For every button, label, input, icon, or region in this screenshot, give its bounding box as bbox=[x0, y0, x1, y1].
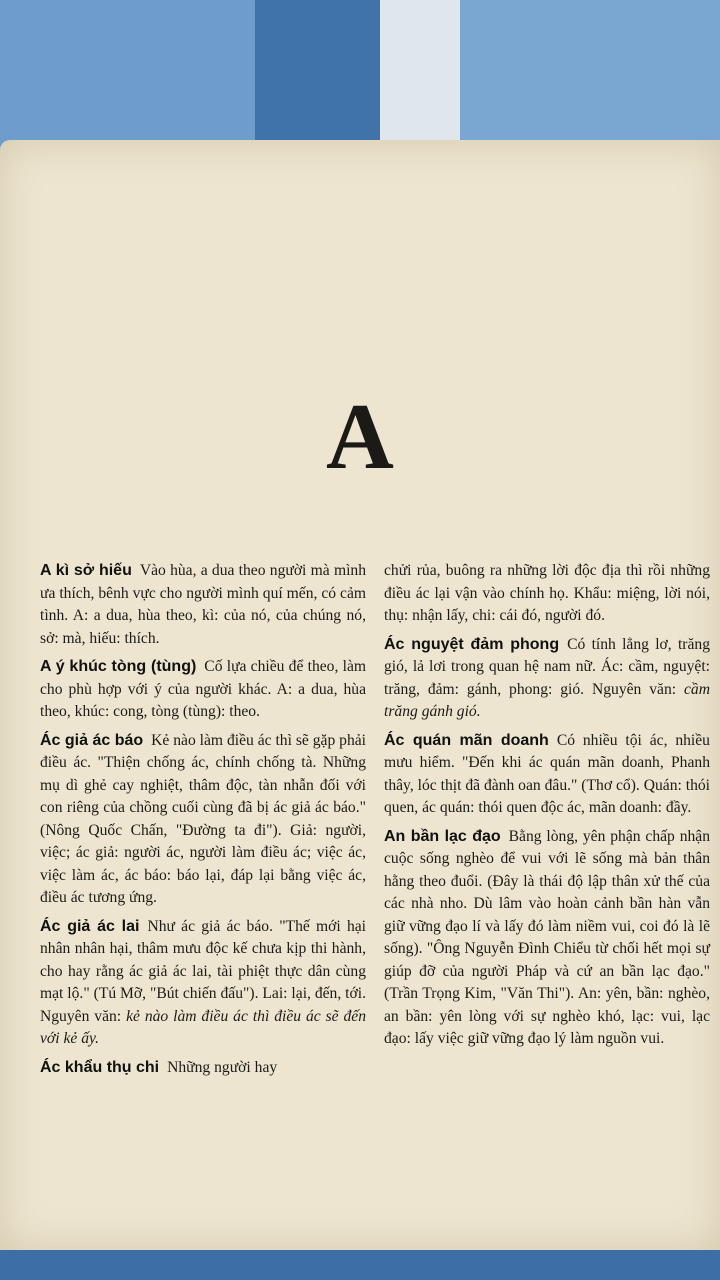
background-wall-dark bbox=[255, 0, 380, 155]
entry-definition: Có nhiều tội ác, nhiều mưu hiểm. "Đến khi ác quán mãn doanh, Phanh thây, lóc thịt đã đành oan đâu." (Thơ cổ). Quán: thói quen, ác quán: thói quen độc ác, mãn doanh: đầy. bbox=[384, 731, 710, 816]
book-page bbox=[0, 140, 720, 1250]
right-column bbox=[384, 560, 710, 1057]
background-table bbox=[0, 1248, 720, 1280]
entry-definition: Vào hùa, a dua theo người mà mình ưa thích, bênh vực cho người mình quí mến, có cảm tình. A: a dua, hùa theo, kì: của nó, của chúng nó, sở: mà, hiếu: thích. bbox=[40, 562, 366, 647]
entry-headword: A ý khúc tòng (tùng) bbox=[40, 658, 197, 675]
entry-example: cầm trăng gánh gió. bbox=[384, 680, 710, 720]
dictionary-entry bbox=[384, 730, 710, 820]
entry-headword: A kì sở hiếu bbox=[40, 562, 132, 579]
entry-headword: Ác giả ác báo bbox=[40, 731, 144, 749]
entry-definition: Cố lựa chiều để theo, làm cho phù hợp với ý của người khác. A: a dua, hùa theo, khúc: cong, tòng (tùng): theo. bbox=[40, 658, 367, 720]
left-column bbox=[40, 560, 366, 1085]
dictionary-entry bbox=[40, 1057, 366, 1080]
entry-definition: Như ác giả ác báo. "Thế mới hại nhân nhân hại, thâm mưu độc kế chưa kịp thi hành, cho hay rằng ác giả ác lai, tài phiệt thực dân cùng mạt lộ." (Tú Mỡ, "Bút chiến đấu"). Lai: lại, đến, tới. Nguyên văn: bbox=[40, 917, 366, 1025]
dictionary-entry-continued bbox=[384, 560, 710, 628]
entry-example: kẻ nào làm điều ác thì điều ác sẽ đến với kẻ ấy. bbox=[40, 1007, 366, 1047]
entry-definition: Những người hay bbox=[167, 1058, 278, 1076]
dictionary-entry bbox=[384, 826, 710, 1051]
entry-definition: Bằng lòng, yên phận chấp nhận cuộc sống nghèo để vui với lẽ sống mà bản thân hằng theo đuổi. (Đây là thái độ lập thân xử thế của các nhà nho. Dù lâm vào hoàn cảnh bần hàn vẫn giữ vững đạo lí và lấy đó làm niềm vui, coi đó là lẽ sống). "Ông Nguyễn Đình Chiểu từ chối hết mọi sự giúp đỡ của người Pháp và cứ an bần lạc đạo." (Trần Trọng Kim, "Văn Thi"). An: yên, bần: nghèo, an bần: yên lòng với sự nghèo khó, lạc: vui, lạc đạo: lấy việc giữ vững đạo lý làm nguồn vui. bbox=[384, 827, 711, 1047]
entry-headword: An bần lạc đạo bbox=[384, 827, 501, 845]
dictionary-entry bbox=[40, 916, 366, 1051]
entry-definition: Có tính lẳng lơ, trăng gió, lả lơi trong quan hệ nam nữ. Ác: cầm, nguyệt: trăng, đảm: gánh, phong: gió. Nguyên văn: bbox=[384, 635, 710, 698]
dictionary-entry bbox=[40, 730, 366, 910]
entry-definition: Kẻ nào làm điều ác thì sẽ gặp phải điều ác. "Thiện chống ác, chính chống tà. Những mụ dì ghẻ cay nghiệt, thâm độc, tàn nhẫn đối với con riêng của chồng cuối cùng đã bị ác giả ác báo." (Nông Quốc Chấn, "Đường ta đi"). Giả: người, việc; ác giả: người ác, người làm điều ác; việc ác, việc làm ác, ác báo: báo lại, đáp lại bằng việc ác, điều ác tương ứng. bbox=[40, 731, 366, 906]
dictionary-entry bbox=[40, 560, 366, 650]
dictionary-entry bbox=[40, 656, 366, 724]
dictionary-entry bbox=[384, 634, 710, 724]
entry-definition: chửi rủa, buông ra những lời độc địa thì rồi những điều ác lại vận vào chính họ. Khẩu: miệng, lời nói, thụ: nhận lấy, chi: cái đó, người đó. bbox=[384, 562, 710, 624]
section-letter: A bbox=[326, 385, 394, 489]
entry-headword: Ác quán mãn doanh bbox=[384, 731, 549, 749]
entry-headword: Ác giả ác lai bbox=[40, 917, 140, 935]
background-wall-light bbox=[380, 0, 460, 160]
entry-headword: Ác khẩu thụ chi bbox=[40, 1058, 160, 1076]
background-wall-left bbox=[0, 0, 255, 150]
entry-headword: Ác nguyệt đảm phong bbox=[384, 635, 560, 653]
